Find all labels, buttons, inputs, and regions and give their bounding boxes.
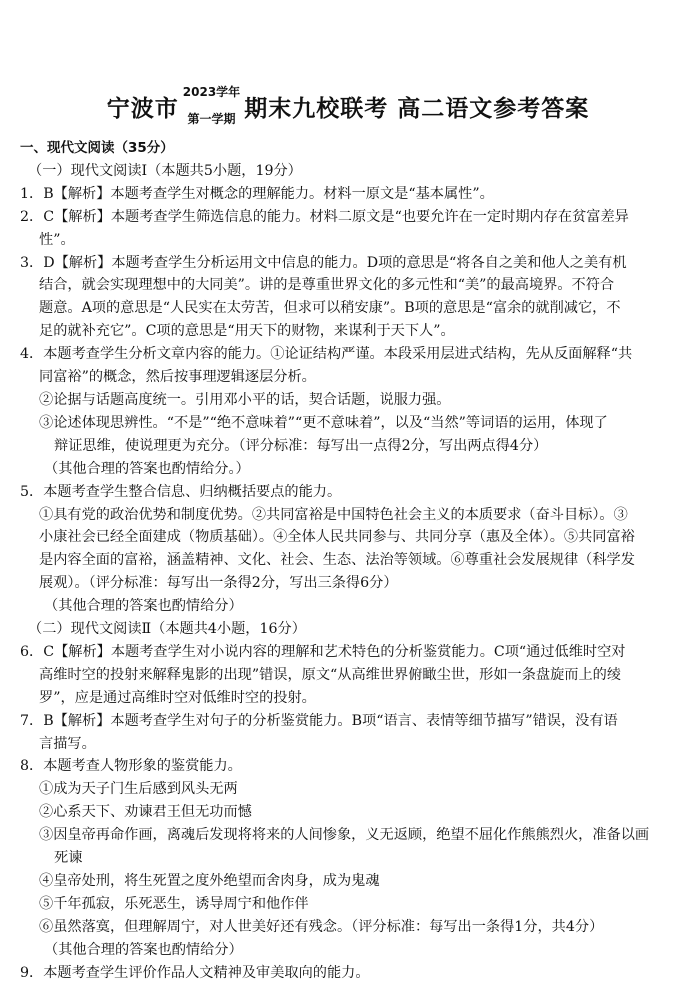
title-year: 2023学年 — [182, 85, 241, 99]
answer-line: 是内容全面的富裕，涵盖精神、文化、社会、生态、法治等领域。⑥尊重社会发展规律（科学发 — [39, 552, 635, 569]
answer-line: 5．本题考查学生整合信息、归纳概括要点的能力。 — [20, 483, 342, 500]
answer-line: 高维时空的投射来解释鬼影的出现”错误，原文“从高维世界俯瞰尘世，形如一条盘旋而上的绫 — [39, 666, 622, 683]
answer-line: （其他合理的答案也酌情给分） — [44, 598, 243, 615]
answer-line: 展观）。（评分标准：每写出一条得2分，写出三条得6分） — [39, 575, 398, 592]
answer-line: ⑤千年孤寂，乐死恶生，诱导周宁和他作伴 — [39, 895, 309, 912]
title-term-stack — [182, 85, 241, 126]
answer-line: 8．本题考查人物形象的鉴赏能力。 — [20, 758, 242, 775]
answer-line: ③论述体现思辨性。“不是”“绝不意味着”“更不意味着”，以及“当然”等词语的运用，体现了 — [39, 414, 608, 431]
answer-line: 1．B【解析】本题考查学生对概念的理解能力。材料一原文是“基本属性”。 — [20, 185, 494, 202]
answer-line: 4．本题考查学生分析文章内容的能力。①论证结构严谨。本段采用层进式结构，先从反面解释“共 — [20, 346, 633, 363]
subsection-heading: （一）现代文阅读Ⅰ（本题共5小题，19分） — [28, 162, 302, 179]
answer-line: ①具有党的政治优势和制度优势。②共同富裕是中国特色社会主义的本质要求（奋斗目标）。③ — [39, 506, 628, 523]
answer-line: 9．本题考查学生评价作品人文精神及审美取向的能力。 — [20, 964, 370, 981]
answer-line: 言描写。 — [39, 735, 96, 752]
answer-line: 6．C【解析】本题考查学生对小说内容的理解和艺术特色的分析鉴赏能力。C项“通过低维时空对 — [20, 643, 626, 660]
answer-line: ③因皇帝再命作画，离魂后发现将将来的人间惨象，义无返顾，绝望不屈化作熊熊烈火，准备以画 — [39, 827, 650, 844]
answer-line: ④皇帝处刑，将生死置之度外绝望而舍肉身，成为鬼魂 — [39, 873, 380, 889]
answer-line: （其他合理的答案也酌情给分） — [44, 941, 243, 958]
answer-line: ①成为天子门生后感到风头无两 — [39, 781, 238, 798]
answer-line: 罗”，应是通过高维时空对低维时空的投射。 — [39, 689, 316, 706]
answer-line: ②论据与话题高度统一。引用邓小平的话，契合话题，说服力强。 — [39, 391, 451, 408]
answer-line: 题意。A项的意思是“人民实在太劳苦，但求可以稍安康”。B项的意思是“富余的就削减它，不 — [39, 300, 621, 317]
answer-content — [20, 137, 678, 985]
answer-line: （其他合理的答案也酌情给分。） — [44, 460, 250, 477]
answer-line: 2．C【解析】本题考查学生筛选信息的能力。材料二原文是“也要允许在一定时期内存在贫富差异 — [20, 208, 629, 225]
subsection-heading: （二）现代文阅读Ⅱ（本题共4小题，16分） — [28, 621, 306, 638]
title-rest: 期末九校联考 高二语文参考答案 — [244, 94, 590, 122]
answer-line: 同富裕”的概念，然后按事理逻辑逐层分析。 — [39, 369, 316, 386]
answer-line: 足的就补充它”。C项的意思是“用天下的财物，来谋利于天下人”。 — [39, 323, 455, 340]
answer-line: 小康社会已经全面建成（物质基础）。④全体人民共同参与、共同分享（惠及全体）。⑤共同富裕 — [39, 529, 635, 546]
answer-line: ⑥虽然落寞，但理解周宁，对人世美好还有残念。（评分标准：每写出一条得1分，共4分） — [39, 918, 604, 935]
section-heading: 一、现代文阅读（35分） — [20, 140, 174, 156]
answer-line: 结合，就会实现理想中的大同美”。讲的是尊重世界文化的多元性和“美”的最高境界。不符合 — [39, 277, 615, 294]
page-title — [0, 76, 696, 136]
title-city: 宁波市 — [106, 94, 179, 122]
answer-line: 3．D【解析】本题考查学生分析运用文中信息的能力。D项的意思是“将各自之美和他人之美有机 — [20, 254, 627, 271]
answer-line: 性”。 — [39, 231, 75, 248]
answer-line: 死谏 — [54, 850, 83, 867]
title-semester: 第一学期 — [187, 112, 236, 126]
answer-line: ②心系天下、劝谏君王但无功而憾 — [39, 804, 252, 821]
answer-line: 7．B【解析】本题考查学生对句子的分析鉴赏能力。B项“语言、表情等细节描写”错误，没有语 — [20, 712, 618, 729]
answer-line: 辩证思维，使说理更为充分。（评分标准：每写出一点得2分，写出两点得4分） — [54, 437, 548, 454]
